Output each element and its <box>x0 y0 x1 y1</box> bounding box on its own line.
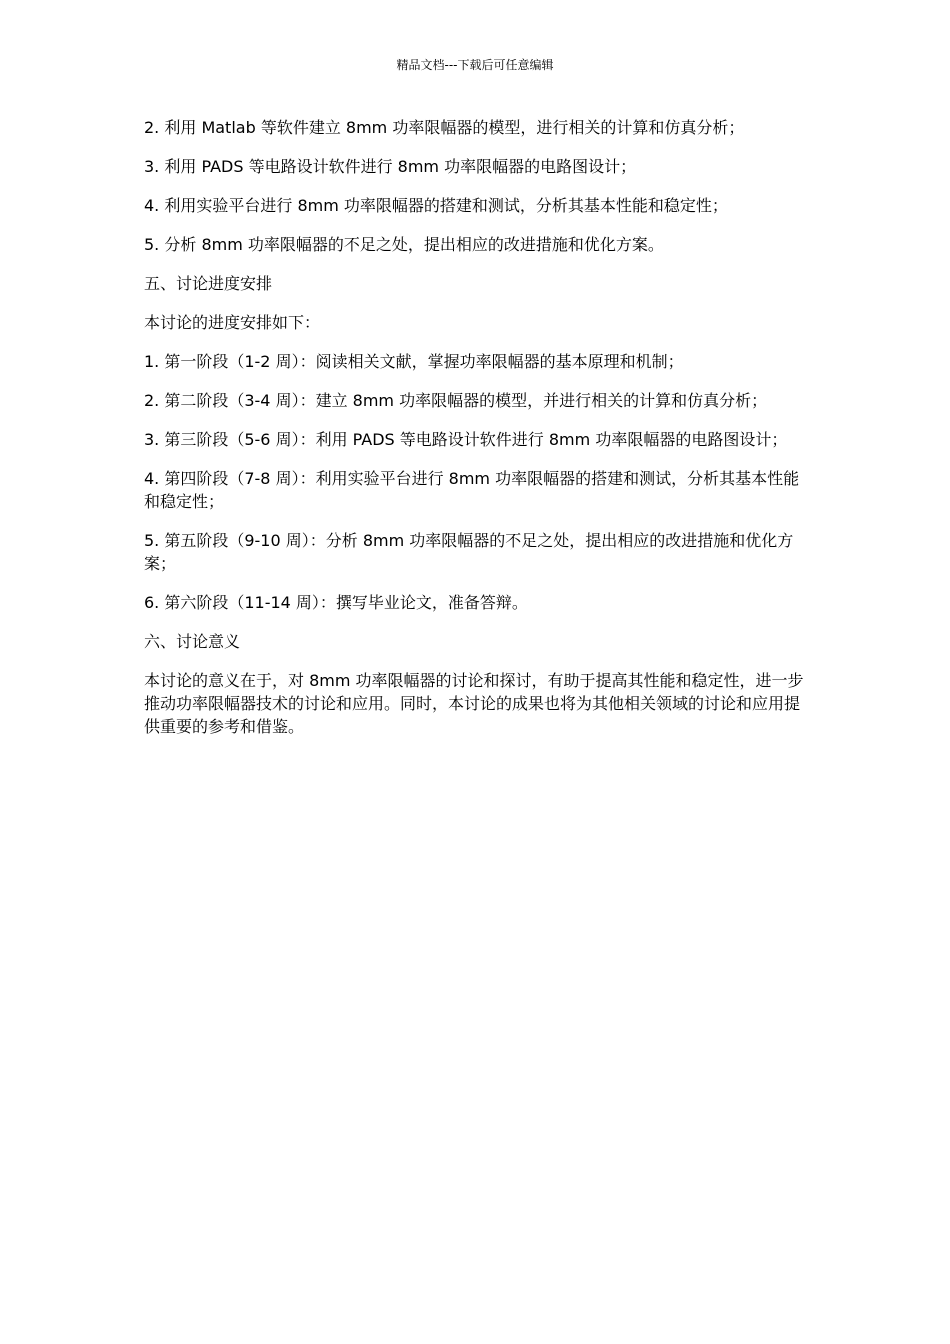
paragraph-step-5-analysis: 5. 分析 8mm 功率限幅器的不足之处，提出相应的改进措施和优化方案。 <box>144 235 664 254</box>
section-heading-schedule: 五、讨论进度安排 <box>144 274 273 293</box>
section-heading-significance: 六、讨论意义 <box>144 632 241 651</box>
paragraph-step-3-pads-design: 3. 利用 PADS 等电路设计软件进行 8mm 功率限幅器的电路图设计； <box>144 157 637 176</box>
schedule-stage-5: 5. 第五阶段（9-10 周）：分析 8mm 功率限幅器的不足之处，提出相应的改进措施和优化方案； <box>144 531 794 573</box>
document-body <box>144 116 810 754</box>
paragraph-significance: 本讨论的意义在于，对 8mm 功率限幅器的讨论和探讨，有助于提高其性能和稳定性，进一步推动功率限幅器技术的讨论和应用。同时，本讨论的成果也将为其他相关领域的讨论和应用提供重要的参考和借鉴。 <box>144 671 804 736</box>
paragraph-step-2-matlab-model: 2. 利用 Matlab 等软件建立 8mm 功率限幅器的模型，进行相关的计算和仿真分析； <box>144 118 745 137</box>
schedule-stage-4: 4. 第四阶段（7-8 周）：利用实验平台进行 8mm 功率限幅器的搭建和测试，分析其基本性能和稳定性； <box>144 469 800 511</box>
paragraph-step-4-experiment: 4. 利用实验平台进行 8mm 功率限幅器的搭建和测试，分析其基本性能和稳定性； <box>144 196 728 215</box>
page-header: 精品文档---下载后可任意编辑 <box>396 58 554 72</box>
schedule-stage-2: 2. 第二阶段（3-4 周）：建立 8mm 功率限幅器的模型，并进行相关的计算和仿真分析； <box>144 391 768 410</box>
schedule-stage-6: 6. 第六阶段（11-14 周）：撰写毕业论文，准备答辩。 <box>144 593 528 612</box>
schedule-stage-1: 1. 第一阶段（1-2 周）：阅读相关文献，掌握功率限幅器的基本原理和机制； <box>144 352 684 371</box>
paragraph-schedule-intro: 本讨论的进度安排如下： <box>144 313 321 332</box>
schedule-stage-3: 3. 第三阶段（5-6 周）：利用 PADS 等电路设计软件进行 8mm 功率限幅器的电路图设计； <box>144 430 788 449</box>
